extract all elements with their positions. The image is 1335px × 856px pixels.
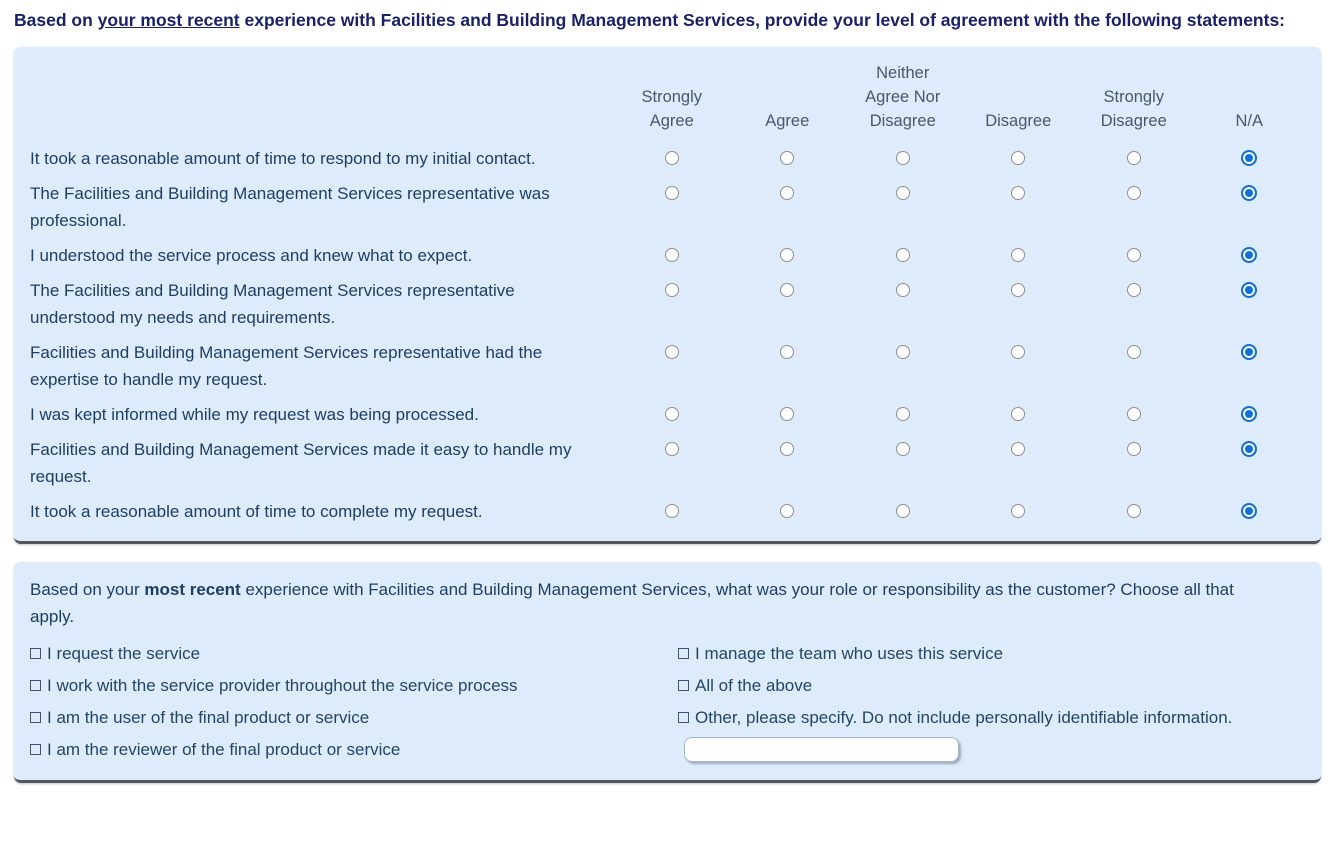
checkbox[interactable] <box>30 712 41 723</box>
radio-option[interactable] <box>665 407 679 421</box>
radio-option-selected[interactable] <box>1241 150 1257 166</box>
checkbox-option-other <box>678 704 1253 731</box>
matrix-row <box>30 436 1305 498</box>
radio-option[interactable] <box>1127 345 1141 359</box>
checkbox[interactable] <box>678 712 689 723</box>
radio-option[interactable] <box>1127 504 1141 518</box>
matrix-row <box>30 242 1305 277</box>
radio-option-selected[interactable] <box>1241 185 1257 201</box>
role-question-emphasis: most recent <box>144 580 241 599</box>
radio-option[interactable] <box>665 248 679 262</box>
radio-option-selected[interactable] <box>1241 282 1257 298</box>
radio-option-selected[interactable] <box>1241 441 1257 457</box>
radio-option[interactable] <box>896 151 910 165</box>
checkbox-label: I request the service <box>47 644 201 663</box>
radio-option[interactable] <box>780 345 794 359</box>
column-header-agree: Agree <box>765 112 810 130</box>
radio-option-selected[interactable] <box>1241 406 1257 422</box>
checkbox-column-left <box>30 640 678 768</box>
radio-option[interactable] <box>896 283 910 297</box>
checkbox-option <box>30 640 678 667</box>
radio-option[interactable] <box>1127 248 1141 262</box>
radio-option[interactable] <box>896 504 910 518</box>
matrix-row <box>30 145 1305 180</box>
radio-option[interactable] <box>896 186 910 200</box>
checkbox-label: I work with the service provider throughout the service process <box>47 676 518 695</box>
statement-text: It took a reasonable amount of time to complete my request. <box>30 502 483 521</box>
checkbox[interactable] <box>30 648 41 659</box>
radio-option[interactable] <box>1011 283 1025 297</box>
agreement-matrix-panel <box>14 47 1321 544</box>
checkbox-label: All of the above <box>695 676 813 695</box>
matrix-header-row <box>30 61 1305 133</box>
matrix-row <box>30 180 1305 242</box>
radio-option-selected[interactable] <box>1241 503 1257 519</box>
radio-option-selected[interactable] <box>1241 344 1257 360</box>
matrix-row <box>30 339 1305 401</box>
column-header-na: N/A <box>1235 112 1263 130</box>
column-header-strongly-agree: Strongly Agree <box>641 88 703 130</box>
statement-text: It took a reasonable amount of time to respond to my initial contact. <box>30 149 536 168</box>
radio-option[interactable] <box>1127 186 1141 200</box>
radio-option[interactable] <box>665 151 679 165</box>
role-question-prefix: Based on your <box>30 580 145 599</box>
radio-option[interactable] <box>1011 345 1025 359</box>
radio-option[interactable] <box>780 407 794 421</box>
radio-option[interactable] <box>665 504 679 518</box>
radio-option[interactable] <box>780 186 794 200</box>
radio-option[interactable] <box>1127 407 1141 421</box>
radio-option[interactable] <box>1011 442 1025 456</box>
matrix-row <box>30 401 1305 436</box>
radio-option[interactable] <box>665 345 679 359</box>
radio-option[interactable] <box>665 283 679 297</box>
matrix-row <box>30 277 1305 339</box>
heading-emphasis: your most recent <box>97 10 240 30</box>
statement-text: Facilities and Building Management Services representative had the expertise to handle my request. <box>30 343 543 389</box>
radio-option-selected[interactable] <box>1241 247 1257 263</box>
checkbox-label: I manage the team who uses this service <box>695 644 1004 663</box>
checkbox-label: Other, please specify. Do not include personally identifiable information. <box>695 708 1233 727</box>
checkbox-columns <box>30 640 1305 768</box>
radio-option[interactable] <box>1127 283 1141 297</box>
radio-option[interactable] <box>780 151 794 165</box>
statement-text: The Facilities and Building Management Services representative was professional. <box>30 184 550 230</box>
checkbox-option <box>678 672 1253 699</box>
role-question-suffix: experience with Facilities and Building Management Services, what was your role or responsibility as the customer? Choose all that apply. <box>30 580 1234 626</box>
radio-option[interactable] <box>780 504 794 518</box>
statement-text: I understood the service process and knew what to expect. <box>30 246 473 265</box>
checkbox[interactable] <box>678 648 689 659</box>
radio-option[interactable] <box>780 248 794 262</box>
checkbox[interactable] <box>30 680 41 691</box>
radio-option[interactable] <box>665 442 679 456</box>
radio-option[interactable] <box>1127 442 1141 456</box>
column-header-neither: Neither Agree Nor Disagree <box>865 64 941 130</box>
role-question-heading <box>30 576 1270 630</box>
radio-option[interactable] <box>896 442 910 456</box>
checkbox-option <box>30 704 678 731</box>
radio-option[interactable] <box>780 283 794 297</box>
other-specify-input[interactable] <box>684 737 959 762</box>
column-header-strongly-disagree: Strongly Disagree <box>1100 88 1167 130</box>
matrix-row <box>30 498 1305 529</box>
checkbox-label: I am the reviewer of the final product or service <box>47 740 401 759</box>
radio-option[interactable] <box>896 248 910 262</box>
statement-text: Facilities and Building Management Services made it easy to handle my request. <box>30 440 572 486</box>
radio-option[interactable] <box>1011 151 1025 165</box>
radio-option[interactable] <box>1011 407 1025 421</box>
radio-option[interactable] <box>1127 151 1141 165</box>
radio-option[interactable] <box>1011 504 1025 518</box>
checkbox-option <box>30 736 678 763</box>
heading-suffix: experience with Facilities and Building Management Services, provide your level of agreement with the following statements: <box>239 10 1286 30</box>
column-header-disagree: Disagree <box>985 112 1052 130</box>
checkbox-option <box>30 672 678 699</box>
checkbox[interactable] <box>678 680 689 691</box>
checkbox-option <box>678 640 1253 667</box>
radio-option[interactable] <box>1011 248 1025 262</box>
statement-text: I was kept informed while my request was being processed. <box>30 405 479 424</box>
heading-prefix: Based on <box>14 10 98 30</box>
radio-option[interactable] <box>896 345 910 359</box>
checkbox-column-right <box>678 640 1253 768</box>
radio-option[interactable] <box>896 407 910 421</box>
checkbox-label: I am the user of the final product or service <box>47 708 370 727</box>
checkbox[interactable] <box>30 744 41 755</box>
role-question-panel <box>14 562 1321 783</box>
radio-option[interactable] <box>665 186 679 200</box>
agreement-question-heading <box>14 6 1314 34</box>
radio-option[interactable] <box>1011 186 1025 200</box>
radio-option[interactable] <box>780 442 794 456</box>
matrix-header-spacer <box>30 61 614 133</box>
statement-text: The Facilities and Building Management Services representative understood my needs and requirements. <box>30 281 515 327</box>
